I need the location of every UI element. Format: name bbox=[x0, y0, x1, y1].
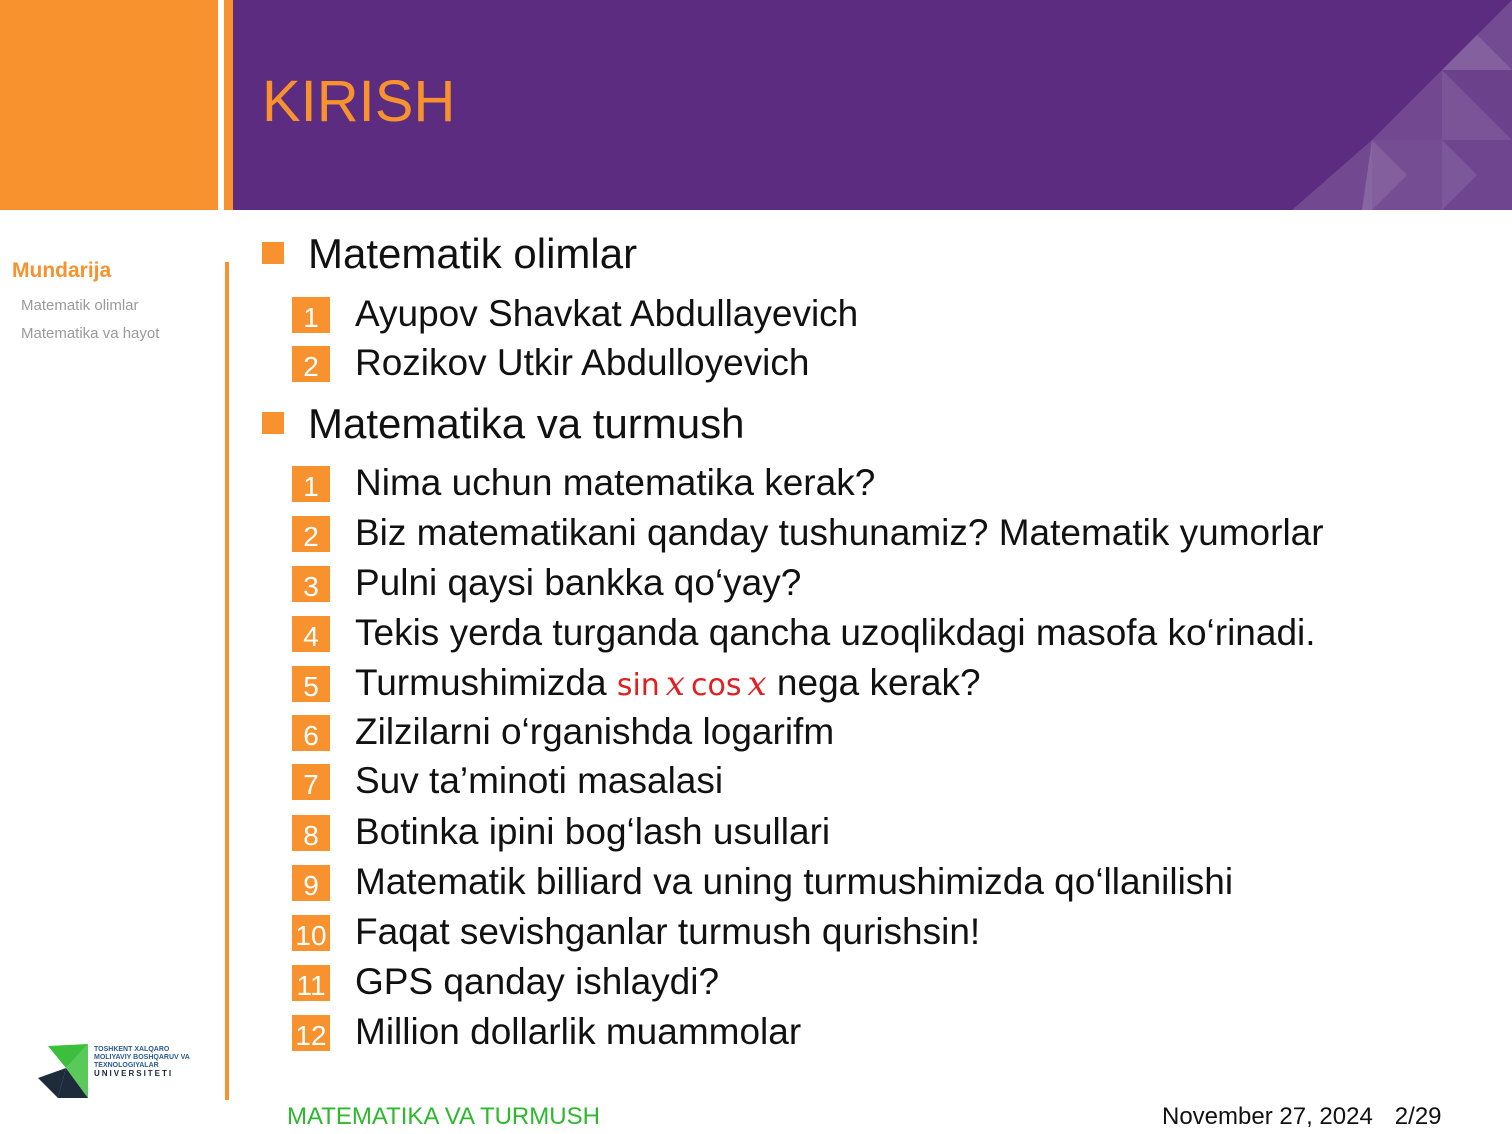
item-number-badge: 6 bbox=[292, 715, 330, 751]
item-text: Million dollarlik muammolar bbox=[355, 1011, 802, 1052]
list-item bbox=[292, 711, 834, 753]
section-matematik-olimlar bbox=[262, 230, 637, 278]
item-number-badge: 11 bbox=[292, 965, 330, 1001]
item-text: Tekis yerda turganda qancha uzoqlikdagi masofa ko‘rinadi. bbox=[355, 612, 1316, 653]
list-item bbox=[292, 462, 875, 504]
list-item bbox=[292, 662, 981, 704]
list-item bbox=[292, 811, 830, 853]
item-number-badge: 12 bbox=[292, 1015, 330, 1051]
list-item bbox=[292, 342, 809, 384]
square-bullet-icon bbox=[262, 412, 284, 434]
item-number-badge: 2 bbox=[292, 346, 330, 382]
item-number-badge: 4 bbox=[292, 616, 330, 652]
header-orange-strip bbox=[224, 0, 233, 210]
section-matematika-va-turmush bbox=[262, 400, 745, 448]
sidebar-title[interactable]: Mundarija bbox=[12, 259, 112, 282]
triangle-pattern-icon bbox=[1292, 0, 1512, 210]
item-number-badge: 10 bbox=[292, 915, 330, 951]
footer-date: November 27, 2024 bbox=[1162, 1103, 1373, 1130]
item-number-badge: 2 bbox=[292, 516, 330, 552]
item-text: GPS qanday ishlaydi? bbox=[355, 961, 720, 1002]
list-item bbox=[292, 562, 801, 604]
sidebar-divider bbox=[225, 262, 229, 1100]
item-text: Botinka ipini bog‘lash usullari bbox=[355, 811, 831, 852]
item-text: Suv ta’minoti masalasi bbox=[355, 760, 724, 801]
university-logo-text: TOSHKENT XALQARO MOLIYAVIY BOSHQARUV VA TEXNOLOGIYALAR UNIVERSITETI bbox=[94, 1046, 190, 1078]
list-item bbox=[292, 911, 980, 953]
list-item bbox=[292, 961, 719, 1003]
footer-meta bbox=[1162, 1103, 1442, 1131]
list-item bbox=[292, 512, 1324, 554]
square-bullet-icon bbox=[262, 242, 284, 264]
sidebar-item-matematika-va-hayot[interactable]: Matematika va hayot bbox=[21, 325, 160, 342]
university-logo-icon bbox=[36, 1042, 92, 1100]
math-sin: sin x cos x bbox=[616, 664, 767, 704]
sidebar-item-matematik-olimlar[interactable]: Matematik olimlar bbox=[21, 297, 139, 314]
section-title: Matematika va turmush bbox=[308, 400, 745, 447]
item-text: Zilzilarni o‘rganishda logarifm bbox=[355, 711, 835, 752]
section-title: Matematik olimlar bbox=[308, 230, 638, 277]
slide-title: KIRISH bbox=[262, 69, 456, 134]
item-text: Rozikov Utkir Abdulloyevich bbox=[355, 342, 810, 383]
footer-title: MATEMATIKA VA TURMUSH bbox=[287, 1103, 600, 1130]
item-text: Turmushimizda bbox=[355, 662, 617, 703]
item-number-badge: 7 bbox=[292, 764, 330, 800]
item-text: Pulni qaysi bankka qo‘yay? bbox=[355, 562, 802, 603]
item-text: Matematik billiard va uning turmushimizda qo‘llanilishi bbox=[355, 861, 1234, 902]
item-number-badge: 1 bbox=[292, 297, 330, 333]
header-orange-block bbox=[0, 0, 218, 210]
item-text: Nima uchun matematika kerak? bbox=[355, 462, 876, 503]
item-number-badge: 1 bbox=[292, 466, 330, 502]
list-item bbox=[292, 861, 1233, 903]
item-number-badge: 3 bbox=[292, 566, 330, 602]
item-text: Faqat sevishganlar turmush qurishsin! bbox=[355, 911, 981, 952]
list-item bbox=[292, 760, 723, 802]
item-number-badge: 8 bbox=[292, 815, 330, 851]
list-item bbox=[292, 1011, 801, 1053]
page-number: 2/29 bbox=[1394, 1103, 1442, 1130]
list-item bbox=[292, 612, 1316, 654]
list-item bbox=[292, 293, 858, 335]
item-text: nega kerak? bbox=[766, 662, 981, 703]
item-text: Ayupov Shavkat Abdullayevich bbox=[355, 293, 859, 334]
item-text: Biz matematikani qanday tushunamiz? Matematik yumorlar bbox=[355, 512, 1324, 553]
item-number-badge: 5 bbox=[292, 666, 330, 702]
item-number-badge: 9 bbox=[292, 865, 330, 901]
